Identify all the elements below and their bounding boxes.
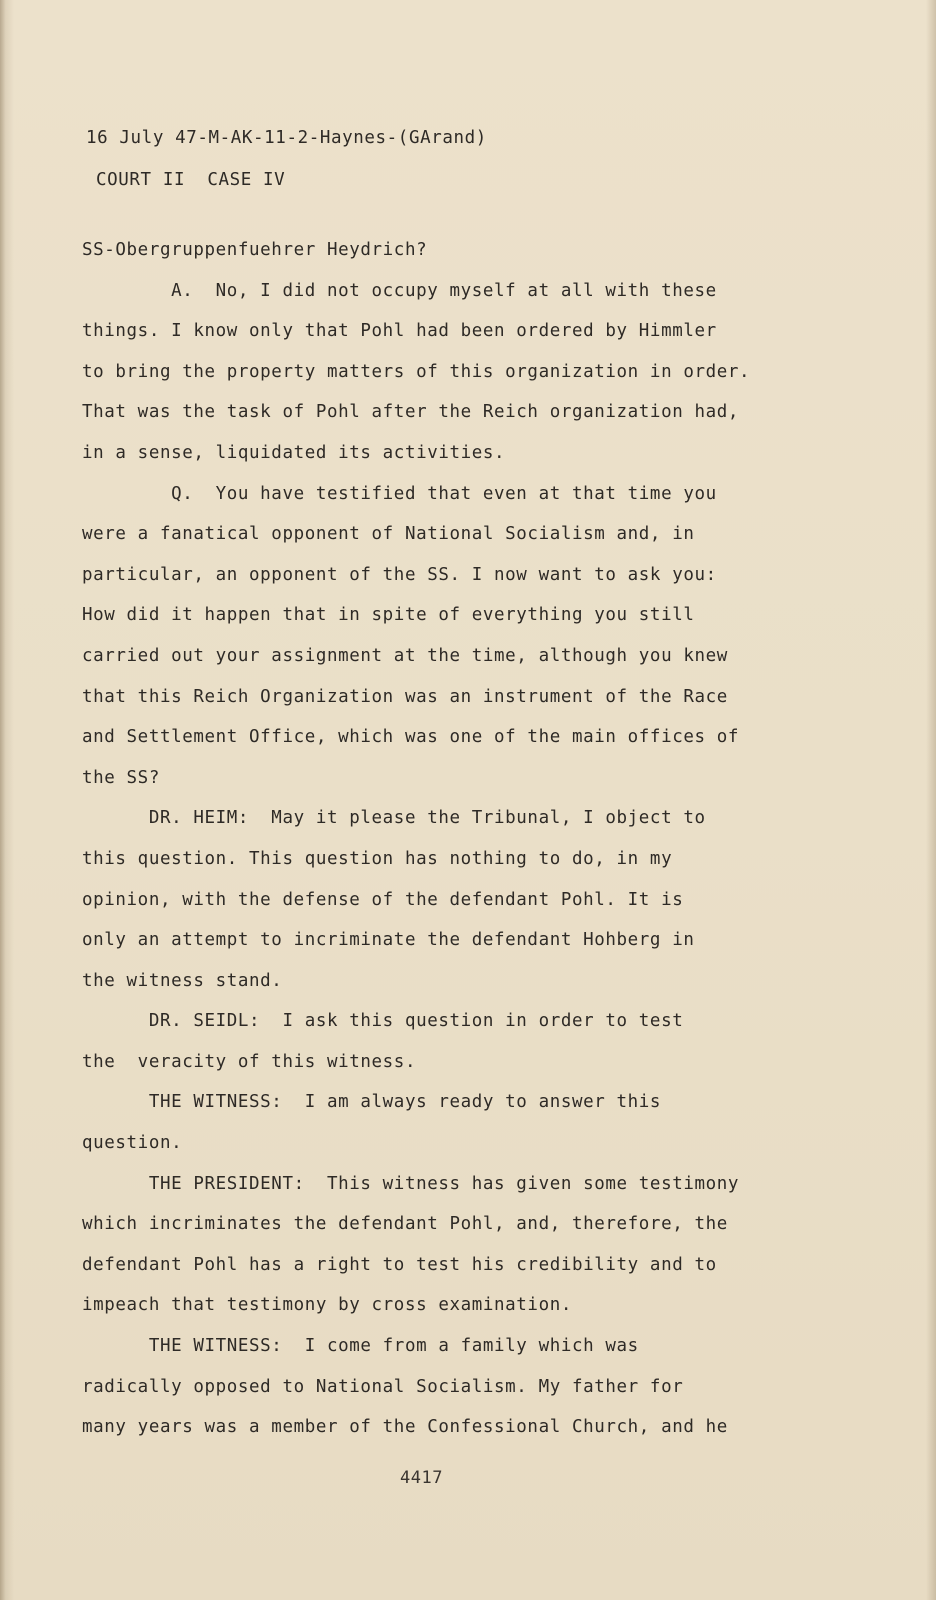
page-number: 4417	[400, 1468, 443, 1488]
transcript-line: the SS?	[82, 767, 160, 788]
transcript-line: and Settlement Office, which was one of the main offices of	[82, 727, 740, 748]
transcript-line: defendant Pohl has a right to test his credibility and to	[82, 1254, 717, 1275]
page-edge-shadow-left	[0, 0, 14, 1600]
transcript-line: DR. HEIM: May it please the Tribunal, I object to	[82, 808, 706, 829]
transcript-line: DR. SEIDL: I ask this question in order to test	[82, 1011, 684, 1032]
transcript-line: radically opposed to National Socialism. My father for	[82, 1376, 684, 1397]
transcript-line: to bring the property matters of this organization in order.	[82, 361, 751, 382]
transcript-line: Q. You have testified that even at that time you	[82, 483, 717, 504]
transcript-body	[82, 230, 902, 1448]
transcript-line: only an attempt to incriminate the defendant Hohberg in	[82, 930, 695, 951]
transcript-line: opinion, with the defense of the defendant Pohl. It is	[82, 889, 684, 910]
transcript-line: particular, an opponent of the SS. I now want to ask you:	[82, 564, 717, 585]
transcript-line: the witness stand.	[82, 970, 283, 991]
transcript-line: many years was a member of the Confessional Church, and he	[82, 1417, 728, 1438]
header-court-case: COURT II CASE IV	[96, 170, 286, 190]
transcript-line: THE WITNESS: I am always ready to answer this	[82, 1092, 662, 1113]
transcript-line: A. No, I did not occupy myself at all with these	[82, 280, 717, 301]
transcript-line: How did it happen that in spite of everything you still	[82, 605, 695, 626]
transcript-line: question.	[82, 1133, 183, 1154]
transcript-line: the veracity of this witness.	[82, 1051, 417, 1072]
transcript-line: that this Reich Organization was an instrument of the Race	[82, 686, 728, 707]
transcript-line: in a sense, liquidated its activities.	[82, 442, 506, 463]
transcript-line: things. I know only that Pohl had been ordered by Himmler	[82, 321, 717, 342]
transcript-line: THE WITNESS: I come from a family which was	[82, 1336, 639, 1357]
header-case-reference: 16 July 47-M-AK-11-2-Haynes-(GArand)	[86, 128, 487, 148]
transcript-line: impeach that testimony by cross examination.	[82, 1295, 572, 1316]
page-edge-shadow-right	[926, 0, 936, 1600]
transcript-line: That was the task of Pohl after the Reich organization had,	[82, 402, 740, 423]
transcript-line: this question. This question has nothing to do, in my	[82, 848, 673, 869]
transcript-line: which incriminates the defendant Pohl, and, therefore, the	[82, 1214, 728, 1235]
transcript-line: SS-Obergruppenfuehrer Heydrich?	[82, 240, 428, 260]
transcript-line: THE PRESIDENT: This witness has given some testimony	[82, 1173, 740, 1194]
transcript-line: carried out your assignment at the time, although you knew	[82, 645, 728, 666]
transcript-line: were a fanatical opponent of National Socialism and, in	[82, 524, 695, 545]
